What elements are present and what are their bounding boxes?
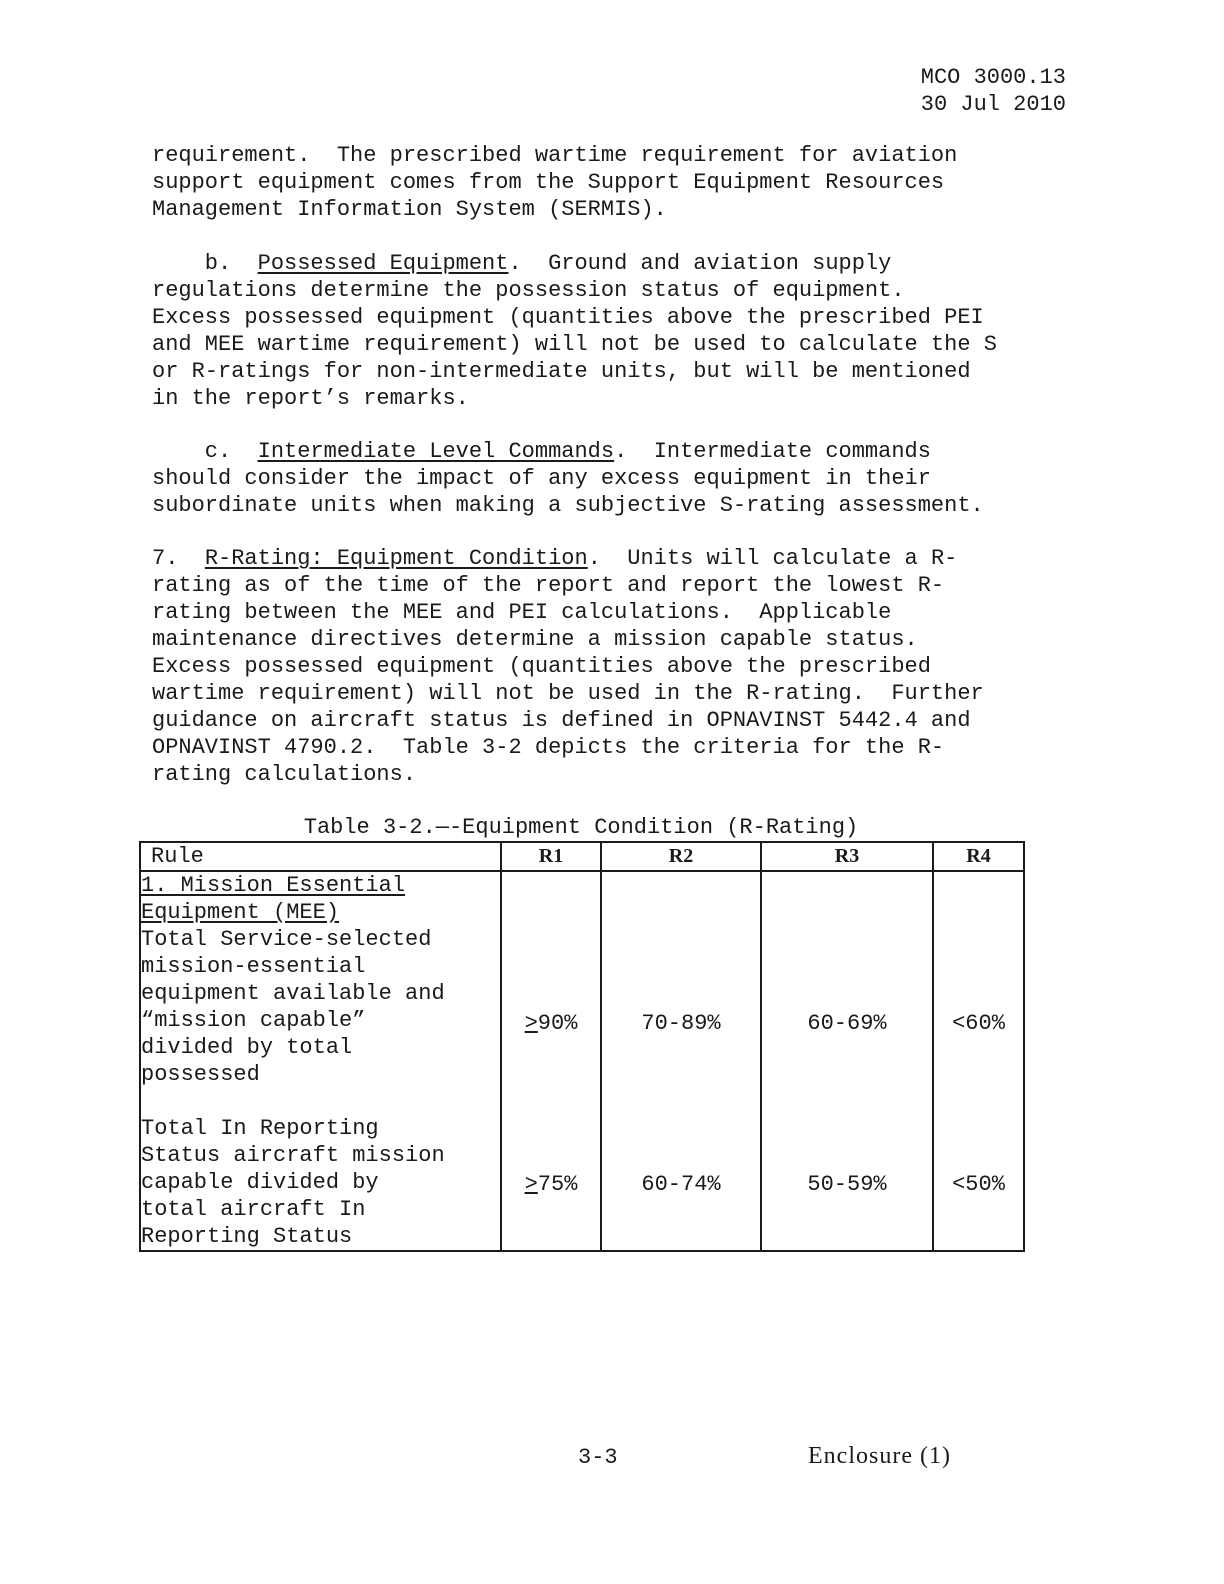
column-header-r2: R2 <box>601 842 761 871</box>
paragraph-label: c. <box>152 439 258 464</box>
rule-title-line: 1. Mission Essential <box>141 873 406 898</box>
rule-title-line: Equipment (MEE) <box>141 900 340 925</box>
text-fragment: . Ground and aviation supply <box>508 251 892 276</box>
text-line <box>152 250 997 277</box>
r1-value-aircraft: >75% <box>524 1172 578 1197</box>
table-caption: Table 3-2.—-Equipment Condition (R-Rating) <box>303 815 859 840</box>
text-line: Management Information System (SERMIS). <box>152 197 667 222</box>
paragraph-7 <box>152 545 984 788</box>
paragraph-title: Possessed Equipment <box>257 251 509 276</box>
column-header-r1: R1 <box>501 842 601 871</box>
r2-value-mee: 70-89% <box>641 1011 721 1036</box>
paragraph-b <box>152 250 997 412</box>
r4-value-mee: <60% <box>952 1011 1005 1036</box>
text-line: Excess possessed equipment (quantities above the prescribed <box>152 654 931 679</box>
text-line: in the report’s remarks. <box>152 386 469 411</box>
rule-text-mee: Total Service-selected mission-essential equipment available and “mission capable” divided by total possessed <box>141 927 445 1087</box>
text-line: should consider the impact of any excess equipment in their <box>152 466 931 491</box>
text-line <box>152 438 984 465</box>
r3-cell <box>761 871 933 1251</box>
r-rating-table <box>139 841 1025 1252</box>
rule-text-aircraft: Total In Reporting Status aircraft mission capable divided by total aircraft In Reporting Status <box>141 1116 445 1249</box>
text-line: or R-ratings for non-intermediate units, but will be mentioned <box>152 359 971 384</box>
doc-date: 30 Jul 2010 <box>920 92 1066 117</box>
text-line <box>152 545 984 572</box>
r3-value-aircraft: 50-59% <box>807 1172 887 1197</box>
r2-cell <box>601 871 761 1251</box>
text-line: guidance on aircraft status is defined in OPNAVINST 5442.4 and <box>152 708 971 733</box>
text-line: requirement. The prescribed wartime requirement for aviation <box>152 143 958 168</box>
text-line: rating between the MEE and PEI calculations. Applicable <box>152 600 892 625</box>
r4-cell <box>933 871 1024 1251</box>
paragraph-label: b. <box>152 251 258 276</box>
text-line: rating as of the time of the report and report the lowest R- <box>152 573 945 598</box>
text-fragment: . Units will calculate a R- <box>587 546 958 571</box>
column-header-rule: Rule <box>140 842 501 871</box>
text-line: subordinate units when making a subjective S-rating assessment. <box>152 493 984 518</box>
doc-number: MCO 3000.13 <box>920 65 1066 90</box>
text-line: regulations determine the possession status of equipment. <box>152 278 905 303</box>
paragraph-c <box>152 438 984 519</box>
rule-cell <box>140 871 501 1251</box>
column-header-r4: R4 <box>933 842 1024 871</box>
text-line: rating calculations. <box>152 762 417 787</box>
r1-value-mee: >90% <box>524 1011 578 1036</box>
paragraph-title: Intermediate Level Commands <box>257 439 615 464</box>
text-line: maintenance directives determine a mission capable status. <box>152 627 918 652</box>
r2-value-aircraft: 60-74% <box>641 1172 721 1197</box>
text-fragment: . Intermediate commands <box>614 439 931 464</box>
column-header-r3: R3 <box>761 842 933 871</box>
text-line: OPNAVINST 4790.2. Table 3-2 depicts the criteria for the R- <box>152 735 945 760</box>
text-line: wartime requirement) will not be used in the R-rating. Further <box>152 681 984 706</box>
enclosure-label: Enclosure (1) <box>808 1443 951 1469</box>
page-number: 3-3 <box>578 1445 618 1470</box>
table-row <box>140 871 1024 1251</box>
paragraph-label: 7. <box>152 546 205 571</box>
r1-cell <box>501 871 601 1251</box>
paragraph-continuation <box>152 142 957 223</box>
text-line: and MEE wartime requirement) will not be used to calculate the S <box>152 332 997 357</box>
document-header <box>0 64 1066 118</box>
text-line: support equipment comes from the Support Equipment Resources <box>152 170 945 195</box>
paragraph-title: R-Rating: Equipment Condition <box>204 546 588 571</box>
text-line: Excess possessed equipment (quantities above the prescribed PEI <box>152 305 984 330</box>
spacer <box>141 1088 500 1115</box>
table-header-row <box>140 842 1024 871</box>
r3-value-mee: 60-69% <box>807 1011 887 1036</box>
r4-value-aircraft: <50% <box>952 1172 1005 1197</box>
